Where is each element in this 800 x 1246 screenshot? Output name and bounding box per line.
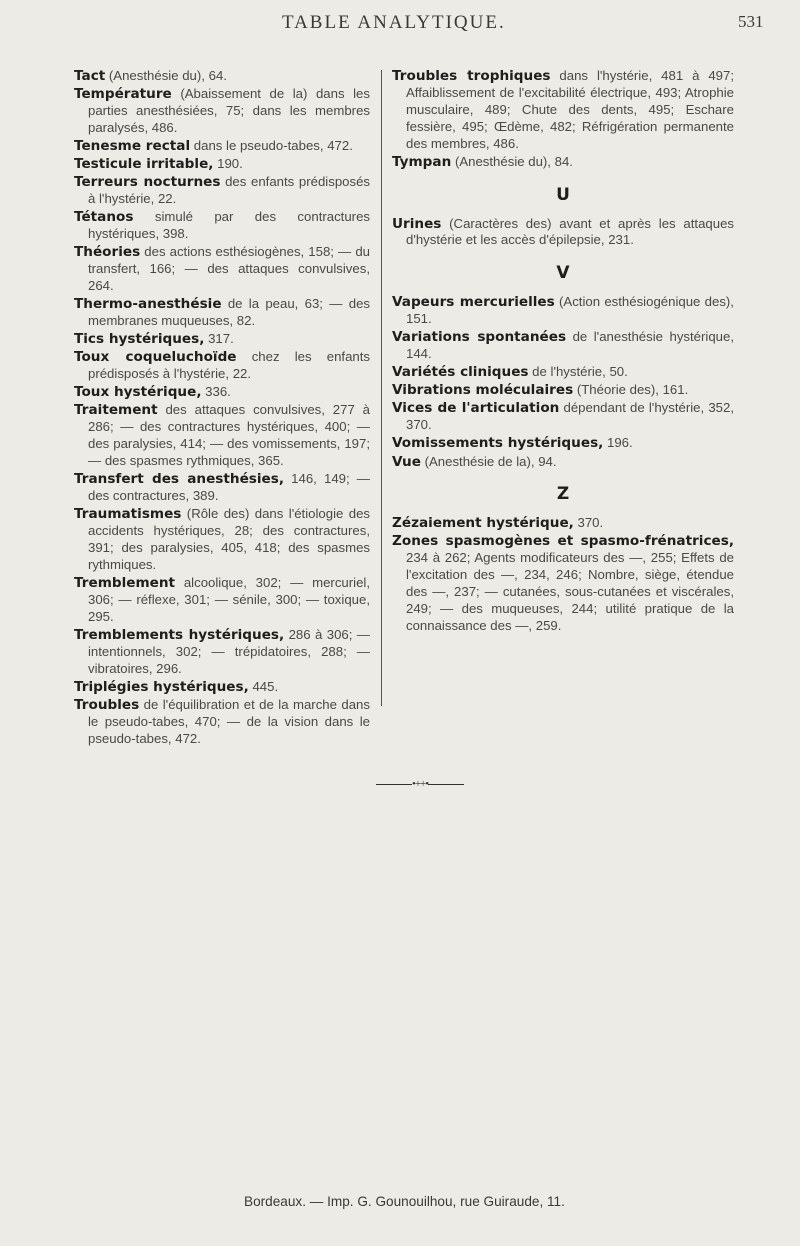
entry-heading: Variations spontanées (392, 329, 567, 346)
entry-heading: Théories (74, 244, 141, 261)
index-entry (392, 364, 734, 381)
printer-imprint: Bordeaux. — Imp. G. Gounouilhou, rue Guiraude, 11. (244, 1194, 565, 1209)
entry-references: 234 à 262; Agents modificateurs des —, 255; Effets de l'excitation des —, 234, 246; Nombre, siège, étendue des —, 237; — cutanées, sous-cutanées et viscérales, 249; — des muqueuses, 244; utilité pratique de la connaissance des —, 259. (406, 550, 734, 633)
entry-references: (Caractères des) avant et après les attaques d'hystérie et les accès d'épilepsie, 231. (406, 215, 734, 248)
entries-t-continued (392, 68, 734, 171)
entry-references: simulé par des contractures hystériques, 398. (88, 209, 370, 242)
entry-references: (Théorie des), 161. (573, 382, 689, 398)
entry-references: de l'anesthésie hystérique, 144. (406, 329, 735, 362)
entry-heading: Tremblement (74, 574, 176, 591)
index-entry (392, 435, 734, 452)
section-letter-v: V (556, 263, 570, 284)
entry-heading: Tact (74, 68, 106, 84)
index-entry (392, 400, 734, 434)
entry-references: des actions esthésiogènes, 158; — du transfert, 166; — des attaques convulsives, 264. (88, 244, 370, 293)
section-letter-z: Z (556, 484, 570, 505)
entries-v (392, 294, 734, 470)
entry-references: 336. (201, 384, 231, 400)
index-entry (392, 216, 734, 250)
entry-heading: Vibrations moléculaires (392, 382, 574, 399)
entry-references: (Anesthésie de la), 94. (420, 453, 557, 469)
index-entry (392, 154, 734, 171)
entry-heading: Traitement (74, 402, 158, 419)
index-entry (392, 382, 734, 399)
entry-references: des enfants prédisposés à l'hystérie, 22. (88, 174, 371, 207)
running-title: TABLE ANALYTIQUE. (282, 12, 506, 33)
entry-references: 317. (204, 331, 234, 347)
index-entry (74, 156, 370, 173)
index-entry (392, 329, 734, 363)
entry-references: dépendant de l'hystérie, 352, 370. (406, 400, 734, 433)
index-entry (74, 471, 370, 505)
page-number: 531 (738, 12, 764, 31)
ornament-rule-left (376, 784, 412, 785)
entry-heading: Tenesme rectal (74, 138, 191, 154)
entry-heading: Zones spasmogènes et spasmo-frénatrices, (392, 533, 734, 550)
ornament-mark: •++• (412, 778, 429, 790)
entry-heading: Terreurs nocturnes (74, 174, 221, 191)
entry-references: 196. (603, 435, 633, 451)
index-entry (74, 174, 370, 208)
entries-z (392, 515, 734, 635)
entry-heading: Thermo-anesthésie (74, 296, 222, 313)
index-entry (74, 679, 370, 696)
entry-references: dans l'hystérie, 481 à 497; Affaiblissement de l'excitabilité électrique, 493; Atrophie musculaire, 489; Chute des dents, 495; Eschare fessière, 495; Œdème, 482; Réfrigération permanente des membres, 486. (406, 68, 734, 151)
entry-heading: Troubles trophiques (392, 68, 551, 84)
entry-references: de l'hystérie, 50. (528, 364, 628, 380)
entry-references: dans le pseudo-tabes, 472. (190, 138, 353, 153)
ornament-rule-right (428, 784, 464, 785)
entry-heading: Tétanos (74, 209, 134, 226)
entry-references: de l'équilibration et de la marche dans le pseudo-tabes, 470; — de la vision dans le pseudo-tabes, 472. (88, 696, 370, 746)
index-entry (74, 331, 370, 348)
index-entry (74, 209, 370, 243)
entry-heading: Vices de l'articulation (392, 400, 560, 417)
entry-heading: Vue (392, 453, 421, 470)
entry-heading: Troubles (74, 696, 140, 713)
entry-references: (Abaissement de la) dans les parties anesthésiées, 75; dans les membres paralysés, 486. (88, 86, 370, 135)
entries-u (392, 216, 734, 250)
section-letter-u: U (556, 184, 570, 205)
index-entry (74, 384, 370, 401)
index-entry (74, 244, 370, 295)
index-entry (392, 454, 734, 471)
entry-heading: Testicule irritable, (74, 156, 214, 173)
entry-heading: Tics hystériques, (74, 331, 205, 348)
entry-references: 286 à 306; — intentionnels, 302; — trépidatoires, 288; — vibratoires, 296. (88, 626, 370, 676)
index-entry (74, 86, 370, 137)
entry-heading: Tympan (392, 153, 452, 170)
entry-references: (Anesthésie du), 84. (451, 153, 573, 169)
entry-heading: Triplégies hystériques, (74, 678, 249, 695)
entry-heading: Vomissements hystériques, (392, 435, 604, 452)
index-entry (74, 627, 370, 678)
entry-references: 190. (213, 156, 243, 172)
entry-references: (Action esthésiogénique des), 151. (406, 294, 734, 327)
index-entry (74, 402, 370, 470)
entry-references: 370. (573, 515, 604, 531)
entry-heading: Variétés cliniques (392, 364, 529, 381)
column-divider (381, 70, 382, 706)
entry-references: (Rôle des) dans l'étiologie des accidents hystériques, 28; des contractures, 391; des paralysies, 405, 418; des spasmes rythmiques. (88, 506, 370, 572)
end-ornament (376, 778, 464, 790)
entry-heading: Vapeurs mercurielles (392, 294, 555, 311)
entry-heading: Toux hystérique, (74, 384, 202, 401)
index-entry (74, 349, 370, 383)
index-entry (392, 68, 734, 153)
entry-references: de la peau, 63; — des membranes muqueuses, 82. (88, 296, 370, 328)
index-entry (74, 296, 370, 330)
entry-heading: Zézaiement hystérique, (392, 515, 574, 532)
entry-heading: Traumatismes (74, 506, 182, 523)
index-entry (392, 533, 734, 634)
running-header (0, 8, 800, 38)
entry-references: alcoolique, 302; — mercuriel, 306; — réflexe, 301; — sénile, 300; — toxique, 295. (88, 574, 370, 624)
index-entry (74, 68, 370, 85)
entry-references: 146, 149; — des contractures, 389. (88, 471, 370, 503)
entry-references: 445. (248, 678, 279, 694)
index-entry (392, 294, 734, 328)
entry-heading: Transfert des anesthésies, (74, 471, 285, 488)
entry-references: chez les enfants prédisposés à l'hystérie, 22. (88, 349, 370, 382)
index-entry (392, 515, 734, 532)
index-entry (74, 697, 370, 748)
index-entry (74, 575, 370, 626)
index-entry (74, 138, 370, 155)
entry-references: des attaques convulsives, 277 à 286; — des contractures hystériques, 400; — des paralysies, 414; — des vomissements, 197; — des spasmes rythmiques, 365. (88, 402, 370, 468)
entry-heading: Urines (392, 215, 442, 232)
index-column-left (74, 68, 370, 749)
index-entry (74, 506, 370, 574)
entry-references: (Anesthésie du), 64. (105, 68, 227, 83)
entry-heading: Toux coqueluchoïde (74, 349, 237, 366)
entry-heading: Tremblements hystériques, (74, 626, 285, 643)
entry-heading: Température (74, 86, 172, 103)
index-column-right (392, 68, 734, 636)
